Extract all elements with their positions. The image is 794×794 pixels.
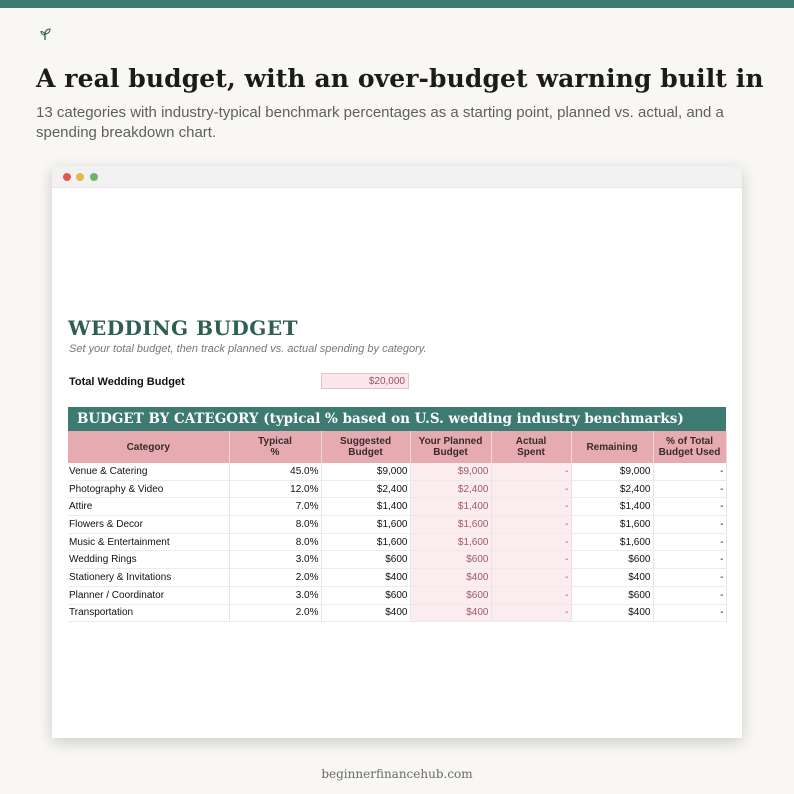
cell-actual-spent[interactable]: - xyxy=(491,463,571,480)
cell-category: Wedding Rings xyxy=(68,551,229,569)
cell-typical-pct: 3.0% xyxy=(229,586,321,604)
cell-pct-used: - xyxy=(653,498,726,516)
total-budget-label: Total Wedding Budget xyxy=(69,376,185,388)
footer-site: beginnerfinancehub.com xyxy=(321,767,473,781)
cell-pct-used: - xyxy=(653,551,726,569)
cell-actual-spent[interactable]: - xyxy=(491,498,571,516)
col-header-remaining: Remaining xyxy=(571,431,653,463)
table-row xyxy=(68,551,726,569)
table-header-row xyxy=(68,431,726,463)
cell-planned-budget[interactable]: $400 xyxy=(410,604,491,622)
budget-section-header: BUDGET BY CATEGORY (typical % based on U.S. wedding industry benchmarks) xyxy=(68,407,726,431)
cell-planned-budget[interactable]: $600 xyxy=(410,551,491,569)
cell-typical-pct: 8.0% xyxy=(229,533,321,551)
cell-planned-budget[interactable]: $1,400 xyxy=(410,498,491,516)
page-subheadline: 13 categories with industry-typical benchmark percentages as a starting point, planned vs. actual, and a spending breakdown chart. xyxy=(36,104,724,141)
cell-category: Attire xyxy=(68,498,229,516)
cell-remaining: $400 xyxy=(571,604,653,622)
cell-pct-used: - xyxy=(653,586,726,604)
cell-pct-used: - xyxy=(653,516,726,534)
cell-planned-budget[interactable]: $9,000 xyxy=(410,463,491,480)
cell-pct-used: - xyxy=(653,604,726,622)
cell-remaining: $9,000 xyxy=(571,463,653,480)
cell-suggested-budget: $400 xyxy=(321,569,410,587)
col-header-planned-budget: Your Planned Budget xyxy=(410,431,491,463)
cell-actual-spent[interactable]: - xyxy=(491,604,571,622)
sprout-logo-icon xyxy=(38,27,52,41)
cell-category: Photography & Video xyxy=(68,480,229,498)
window-titlebar xyxy=(52,166,742,188)
cell-pct-used: - xyxy=(653,533,726,551)
cell-planned-budget[interactable]: $2,400 xyxy=(410,480,491,498)
cell-typical-pct: 8.0% xyxy=(229,516,321,534)
table-row xyxy=(68,533,726,551)
table-row xyxy=(68,480,726,498)
cell-actual-spent[interactable]: - xyxy=(491,569,571,587)
cell-suggested-budget: $1,400 xyxy=(321,498,410,516)
cell-remaining: $1,400 xyxy=(571,498,653,516)
cell-suggested-budget: $1,600 xyxy=(321,516,410,534)
cell-suggested-budget: $1,600 xyxy=(321,533,410,551)
col-header-pct-used: % of Total Budget Used xyxy=(653,431,726,463)
cell-pct-used: - xyxy=(653,480,726,498)
cell-actual-spent[interactable]: - xyxy=(491,480,571,498)
cell-actual-spent[interactable]: - xyxy=(491,516,571,534)
cell-remaining: $600 xyxy=(571,551,653,569)
cell-typical-pct: 3.0% xyxy=(229,551,321,569)
cell-suggested-budget: $600 xyxy=(321,551,410,569)
cell-actual-spent[interactable]: - xyxy=(491,586,571,604)
cell-remaining: $400 xyxy=(571,569,653,587)
total-budget-input[interactable]: $20,000 xyxy=(321,373,409,389)
table-row xyxy=(68,569,726,587)
table-row xyxy=(68,586,726,604)
cell-remaining: $1,600 xyxy=(571,533,653,551)
cell-remaining: $2,400 xyxy=(571,480,653,498)
col-header-category: Category xyxy=(68,431,229,463)
table-row xyxy=(68,498,726,516)
top-accent-bar xyxy=(0,0,794,8)
cell-category: Planner / Coordinator xyxy=(68,586,229,604)
cell-typical-pct: 7.0% xyxy=(229,498,321,516)
cell-remaining: $1,600 xyxy=(571,516,653,534)
cell-category: Venue & Catering xyxy=(68,463,229,480)
cell-category: Flowers & Decor xyxy=(68,516,229,534)
sheet-title: WEDDING BUDGET xyxy=(68,316,298,340)
cell-typical-pct: 12.0% xyxy=(229,480,321,498)
cell-suggested-budget: $400 xyxy=(321,604,410,622)
cell-typical-pct: 45.0% xyxy=(229,463,321,480)
app-window xyxy=(52,166,742,738)
col-header-suggested-budget: Suggested Budget xyxy=(321,431,410,463)
page-headline: A real budget, with an over-budget warning built in xyxy=(36,64,764,93)
sheet-subtitle: Set your total budget, then track planned vs. actual spending by category. xyxy=(69,343,427,355)
cell-typical-pct: 2.0% xyxy=(229,604,321,622)
table-row xyxy=(68,604,726,622)
cell-planned-budget[interactable]: $1,600 xyxy=(410,516,491,534)
maximize-window-icon[interactable] xyxy=(90,173,98,181)
cell-suggested-budget: $600 xyxy=(321,586,410,604)
col-header-actual-spent: Actual Spent xyxy=(491,431,571,463)
cell-planned-budget[interactable]: $400 xyxy=(410,569,491,587)
table-row xyxy=(68,463,726,480)
cell-typical-pct: 2.0% xyxy=(229,569,321,587)
col-header-typical-pct: Typical % xyxy=(229,431,321,463)
cell-planned-budget[interactable]: $1,600 xyxy=(410,533,491,551)
cell-suggested-budget: $9,000 xyxy=(321,463,410,480)
cell-remaining: $600 xyxy=(571,586,653,604)
table-row xyxy=(68,516,726,534)
cell-category: Transportation xyxy=(68,604,229,622)
cell-suggested-budget: $2,400 xyxy=(321,480,410,498)
budget-table xyxy=(68,431,727,622)
close-window-icon[interactable] xyxy=(63,173,71,181)
cell-category: Music & Entertainment xyxy=(68,533,229,551)
cell-actual-spent[interactable]: - xyxy=(491,551,571,569)
cell-category: Stationery & Invitations xyxy=(68,569,229,587)
minimize-window-icon[interactable] xyxy=(76,173,84,181)
cell-pct-used: - xyxy=(653,463,726,480)
cell-planned-budget[interactable]: $600 xyxy=(410,586,491,604)
cell-pct-used: - xyxy=(653,569,726,587)
cell-actual-spent[interactable]: - xyxy=(491,533,571,551)
